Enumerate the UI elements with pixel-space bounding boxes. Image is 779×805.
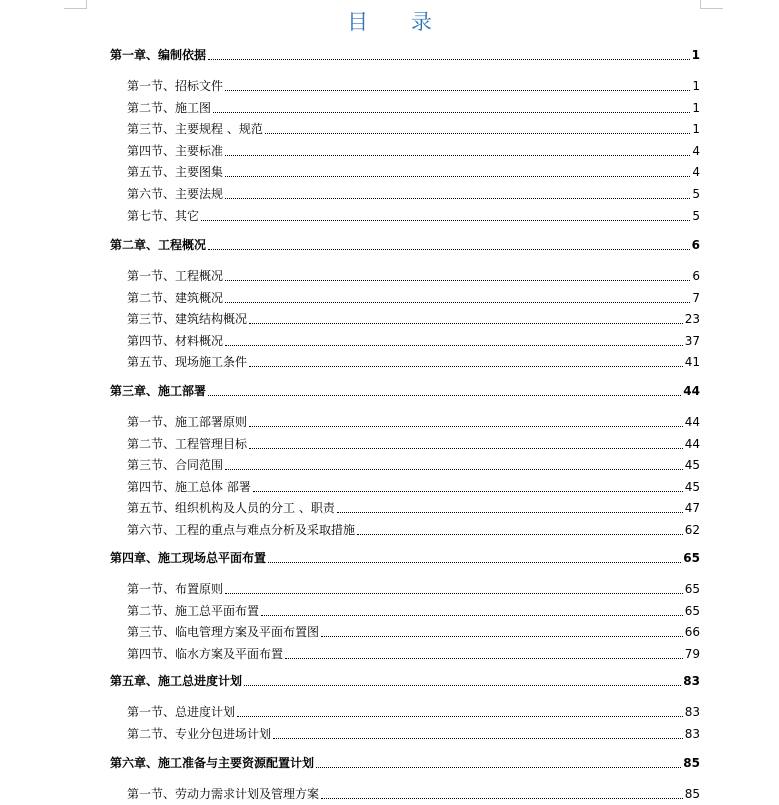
dot-leader <box>357 534 683 535</box>
toc-section-entry[interactable] <box>127 601 700 619</box>
dot-leader <box>213 112 690 113</box>
section-title: 第四节、临水方案及平面布置 <box>127 646 284 661</box>
chapter-title: 第六章、施工准备与主要资源配置计划 <box>110 756 315 770</box>
dot-leader <box>225 90 690 91</box>
dot-leader <box>261 615 683 616</box>
dot-leader <box>225 198 690 199</box>
toc-section-entry[interactable] <box>127 412 700 430</box>
section-page-number: 1 <box>692 79 700 93</box>
section-page-number: 37 <box>684 333 700 348</box>
toc-section-entry[interactable] <box>127 477 700 495</box>
toc-section-entry[interactable] <box>127 206 700 224</box>
toc-section-entry[interactable] <box>127 98 700 116</box>
section-title: 第三节、建筑结构概况 <box>127 312 248 327</box>
dot-leader <box>208 59 690 60</box>
dot-leader <box>249 366 683 367</box>
toc-section-entry[interactable] <box>127 141 700 159</box>
section-page-number: 45 <box>684 479 700 494</box>
chapter-page-number: 85 <box>683 756 700 770</box>
section-title: 第五节、现场施工条件 <box>127 355 248 370</box>
section-title: 第一节、布置原则 <box>127 582 224 596</box>
toc-section-entry[interactable] <box>127 644 700 662</box>
section-title: 第五节、主要图集 <box>127 165 224 180</box>
toc-section-entry[interactable] <box>127 288 700 306</box>
toc-section-entry[interactable] <box>127 162 700 180</box>
section-page-number: 4 <box>692 143 700 158</box>
section-title: 第七节、其它 <box>127 208 200 223</box>
chapter-title: 第四章、施工现场总平面布置 <box>110 551 267 565</box>
section-title: 第五节、组织机构及人员的分工 、职责 <box>127 501 335 516</box>
section-page-number: 65 <box>684 582 700 596</box>
section-page-number: 62 <box>684 523 700 537</box>
toc-section-entry[interactable] <box>127 119 700 137</box>
section-page-number: 1 <box>692 122 700 137</box>
dot-leader <box>225 593 683 594</box>
section-title: 第二节、施工总平面布置 <box>127 603 260 618</box>
section-page-number: 41 <box>684 355 700 370</box>
chapter-title: 第五章、施工总进度计划 <box>110 674 243 688</box>
toc-section-entry[interactable] <box>127 76 700 94</box>
section-title: 第二节、建筑概况 <box>127 290 224 305</box>
section-page-number: 4 <box>692 165 700 180</box>
section-page-number: 44 <box>684 415 700 429</box>
dot-leader <box>285 658 683 659</box>
toc-chapter-entry[interactable] <box>110 45 700 63</box>
dot-leader <box>321 798 683 799</box>
dot-leader <box>273 738 683 739</box>
dot-leader <box>225 155 690 156</box>
toc-chapter-entry[interactable] <box>110 381 700 399</box>
section-page-number: 79 <box>684 646 700 661</box>
section-title: 第六节、工程的重点与难点分析及采取措施 <box>127 523 356 537</box>
section-page-number: 44 <box>684 436 700 451</box>
dot-leader <box>225 280 690 281</box>
dot-leader <box>265 133 691 134</box>
toc-section-entry[interactable] <box>127 498 700 516</box>
dot-leader <box>321 636 683 637</box>
dot-leader <box>237 716 683 717</box>
chapter-page-number: 6 <box>691 238 700 252</box>
dot-leader <box>225 302 690 303</box>
toc-chapter-entry[interactable] <box>110 235 700 253</box>
toc-section-entry[interactable] <box>127 784 700 802</box>
toc-chapter-entry[interactable] <box>110 671 700 689</box>
section-title: 第二节、工程管理目标 <box>127 436 248 451</box>
chapter-title: 第一章、编制依据 <box>110 48 207 62</box>
toc-section-entry[interactable] <box>127 309 700 327</box>
dot-leader <box>337 512 683 513</box>
section-page-number: 47 <box>684 501 700 516</box>
dot-leader <box>316 767 681 768</box>
section-title: 第一节、招标文件 <box>127 79 224 93</box>
section-page-number: 66 <box>684 625 700 640</box>
toc-chapter-entry[interactable] <box>110 753 700 771</box>
section-page-number: 5 <box>692 208 700 223</box>
section-title: 第一节、施工部署原则 <box>127 415 248 429</box>
chapter-title: 第二章、工程概况 <box>110 238 207 252</box>
chapter-page-number: 83 <box>683 674 700 688</box>
section-title: 第二节、施工图 <box>127 100 212 115</box>
toc-section-entry[interactable] <box>127 724 700 742</box>
toc-section-entry[interactable] <box>127 520 700 538</box>
section-page-number: 7 <box>692 290 700 305</box>
chapter-page-number: 65 <box>683 551 700 565</box>
section-page-number: 65 <box>684 603 700 618</box>
dot-leader <box>225 345 683 346</box>
dot-leader <box>249 448 683 449</box>
dot-leader <box>225 469 683 470</box>
section-page-number: 83 <box>684 726 700 741</box>
toc-chapter-entry[interactable] <box>110 548 700 566</box>
section-page-number: 5 <box>692 187 700 201</box>
section-page-number: 45 <box>684 458 700 473</box>
chapter-page-number: 1 <box>691 48 700 62</box>
section-page-number: 83 <box>684 705 700 719</box>
dot-leader <box>201 220 690 221</box>
section-title: 第三节、临电管理方案及平面布置图 <box>127 625 320 640</box>
section-title: 第六节、主要法规 <box>127 187 224 201</box>
section-page-number: 23 <box>684 312 700 327</box>
section-title: 第一节、总进度计划 <box>127 705 236 719</box>
chapter-title: 第三章、施工部署 <box>110 384 207 398</box>
section-title: 第三节、合同范围 <box>127 458 224 473</box>
section-title: 第四节、施工总体 部署 <box>127 479 251 494</box>
toc-title: 目 录 <box>347 10 450 34</box>
dot-leader <box>268 562 681 563</box>
section-title: 第一节、工程概况 <box>127 269 224 283</box>
dot-leader <box>244 685 681 686</box>
toc-section-entry[interactable] <box>127 702 700 720</box>
chapter-page-number: 44 <box>683 384 700 398</box>
section-page-number: 1 <box>692 100 700 115</box>
section-page-number: 6 <box>692 269 700 283</box>
section-title: 第四节、材料概况 <box>127 333 224 348</box>
dot-leader <box>208 249 690 250</box>
dot-leader <box>249 323 683 324</box>
section-title: 第一节、劳动力需求计划及管理方案 <box>127 787 320 801</box>
toc-section-entry[interactable] <box>127 434 700 452</box>
toc-section-entry[interactable] <box>127 622 700 640</box>
toc-section-entry[interactable] <box>127 579 700 597</box>
dot-leader <box>253 491 683 492</box>
section-page-number: 85 <box>684 787 700 801</box>
section-title: 第二节、专业分包进场计划 <box>127 726 272 741</box>
dot-leader <box>225 176 690 177</box>
toc-section-entry[interactable] <box>127 184 700 202</box>
dot-leader <box>249 426 683 427</box>
toc-section-entry[interactable] <box>127 455 700 473</box>
section-title: 第四节、主要标准 <box>127 143 224 158</box>
toc-section-entry[interactable] <box>127 266 700 284</box>
section-title: 第三节、主要规程 、规范 <box>127 122 263 137</box>
toc-section-entry[interactable] <box>127 352 700 370</box>
toc-section-entry[interactable] <box>127 331 700 349</box>
dot-leader <box>208 395 681 396</box>
